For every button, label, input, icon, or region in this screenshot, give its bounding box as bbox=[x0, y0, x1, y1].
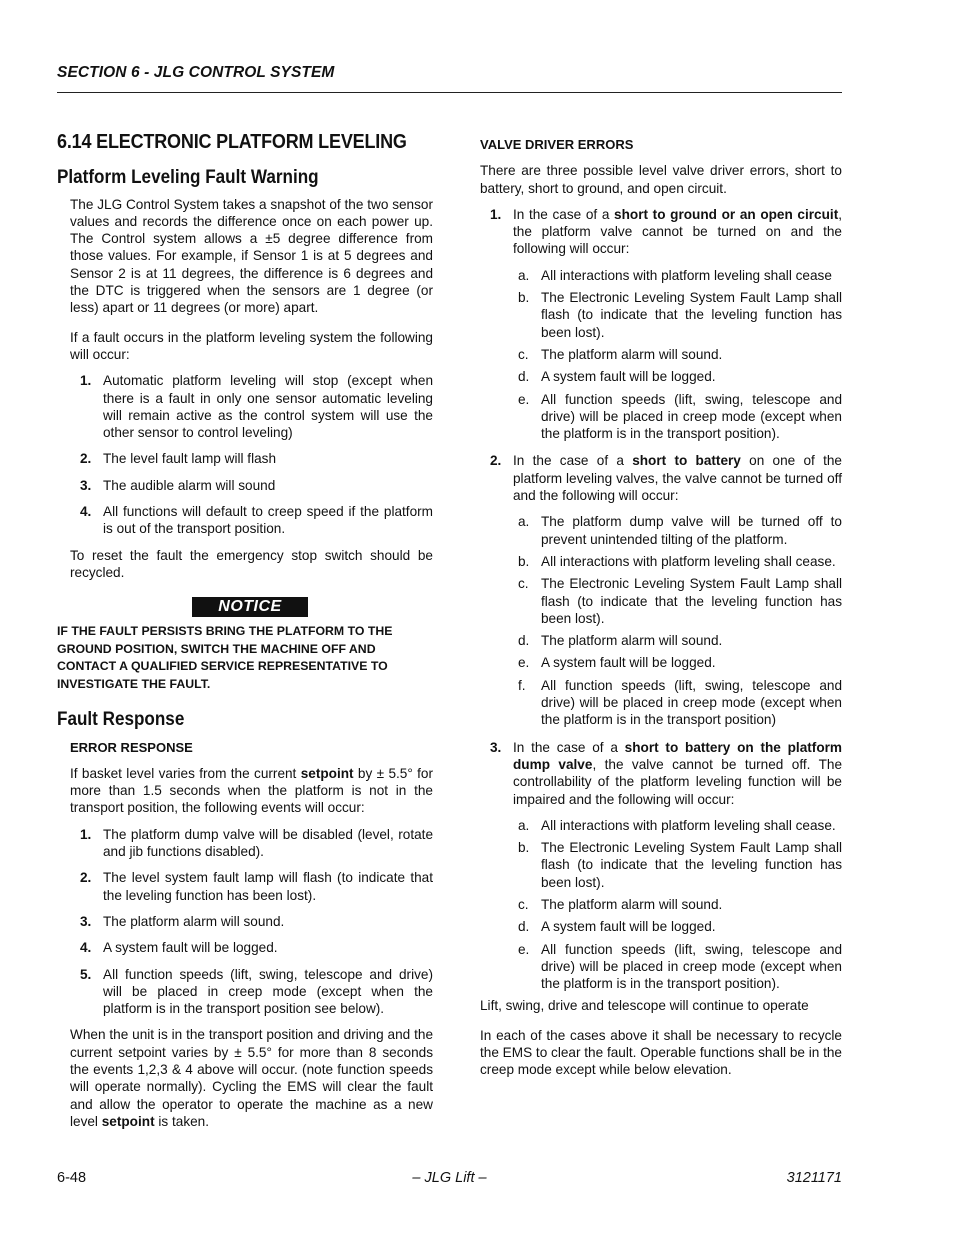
sub-item: d. A system fault will be logged. bbox=[518, 369, 716, 385]
fault-warning-list bbox=[70, 372, 433, 537]
case3-sublist bbox=[516, 817, 842, 993]
footer-brand: – JLG Lift – bbox=[412, 1170, 487, 1186]
valve-driver-intro: There are three possible level valve driver errors, short to battery, short to ground, and open circuit. bbox=[480, 163, 842, 196]
sub-item: d. A system fault will be logged. bbox=[518, 919, 716, 935]
fault-response-heading: Fault Response bbox=[57, 709, 185, 731]
sub-item: c. The Electronic Leveling System Fault Lamp shall flash (to indicate that the leveling function has been lost). bbox=[518, 576, 842, 626]
list-item: 5. All function speeds (lift, swing, telescope and drive) will be placed in creep mode (except when the platform is in the transport position see below). bbox=[80, 966, 433, 1017]
list-item: 4. A system fault will be logged. bbox=[80, 940, 278, 956]
sub-item: b. The Electronic Leveling System Fault Lamp shall flash (to indicate that the leveling function has been lost). bbox=[518, 290, 842, 340]
right-column bbox=[480, 130, 842, 1079]
sub-item: b. All interactions with platform leveling shall cease. bbox=[518, 553, 836, 569]
list-item: 1. In the case of a short to ground or an open circuit, the platform valve cannot be turned on and the following will occur: bbox=[490, 206, 842, 257]
sub-item: f. All function speeds (lift, swing, telescope and drive) will be placed in creep mode (except when the platform is in the transport position) bbox=[518, 677, 842, 728]
list-item: 2. The level system fault lamp will flash (to indicate that the leveling function has been lost). bbox=[80, 870, 433, 903]
valve-driver-list bbox=[480, 739, 842, 808]
reset-paragraph: To reset the fault the emergency stop switch should be recycled. bbox=[70, 547, 433, 580]
valve-driver-list bbox=[480, 452, 842, 504]
sub-item: c. The platform alarm will sound. bbox=[518, 896, 723, 912]
notice-label: NOTICE bbox=[192, 597, 308, 617]
section-heading: 6.14 ELECTRONIC PLATFORM LEVELING bbox=[57, 131, 407, 153]
valve-driver-list bbox=[480, 206, 842, 258]
list-item: 1. Automatic platform leveling will stop (except when there is a fault in only one sensor automatic leveling will remain active as the control system will use the other sensor to control leveling) bbox=[80, 373, 433, 441]
list-item: 2. In the case of a short to battery on one of the platform leveling valves, the valve cannot be turned off and the following will occur: bbox=[490, 453, 842, 504]
list-item: 3. The platform alarm will sound. bbox=[80, 913, 285, 929]
section-title: SECTION 6 - JLG CONTROL SYSTEM bbox=[57, 64, 335, 81]
case1-sublist bbox=[516, 267, 842, 443]
list-item: 3. The audible alarm will sound bbox=[80, 477, 276, 493]
page-header bbox=[57, 64, 842, 93]
sub-item: c. The platform alarm will sound. bbox=[518, 346, 723, 362]
document-number: 3121171 bbox=[786, 1170, 842, 1186]
list-item: 2. The level fault lamp will flash bbox=[80, 451, 277, 467]
sub-item: e. All function speeds (lift, swing, telescope and drive) will be placed in creep mode (except when the platform is in the transport position). bbox=[518, 941, 842, 992]
fault-warning-heading: Platform Leveling Fault Warning bbox=[57, 167, 319, 189]
list-item: 1. The platform dump valve will be disabled (level, rotate and jib functions disabled). bbox=[80, 826, 433, 860]
sub-item: a. All interactions with platform leveling shall cease. bbox=[518, 817, 836, 833]
sub-item: d. The platform alarm will sound. bbox=[518, 633, 723, 649]
page-number: 6-48 bbox=[57, 1170, 87, 1186]
sub-item: a. The platform dump valve will be turned off to prevent unintended tilting of the platform. bbox=[518, 514, 842, 547]
sub-item: e. A system fault will be logged. bbox=[518, 655, 716, 671]
fault-warning-intro: If a fault occurs in the platform leveling system the following will occur: bbox=[70, 329, 433, 362]
sub-item: b. The Electronic Leveling System Fault Lamp shall flash (to indicate that the leveling function has been lost). bbox=[518, 840, 842, 890]
list-item: 4. All functions will default to creep speed if the platform is out of the transport position. bbox=[80, 504, 433, 537]
error-response-paragraph: If basket level varies from the current setpoint by ± 5.5° for more than 1.5 seconds when the platform is not in the transport position, the following events will occur: bbox=[70, 765, 434, 816]
notice-text: IF THE FAULT PERSISTS BRING THE PLATFORM TO THE GROUND POSITION, SWITCH THE MACHINE OFF AND CONTACT A QUALIFIED SERVICE REPRESENTATIVE TO INVESTIGATE THE FAULT. bbox=[57, 624, 393, 691]
list-item: 3. In the case of a short to battery on the platform dump valve, the valve cannot be turned off. The controllability of the platform leveling function will be impaired and the following will occur: bbox=[490, 739, 843, 807]
error-response-list bbox=[70, 826, 433, 1018]
continue-paragraph: Lift, swing, drive and telescope will continue to operate bbox=[480, 998, 809, 1014]
sub-item: e. All function speeds (lift, swing, telescope and drive) will be placed in creep mode (except when the platform is in the transport position). bbox=[518, 391, 842, 442]
error-response-subheading: ERROR RESPONSE bbox=[70, 739, 193, 755]
closing-paragraph: In each of the cases above it shall be necessary to recycle the EMS to clear the fault. Operable functions shall be in the creep mode except while below elevation. bbox=[480, 1027, 842, 1078]
sub-item: a. All interactions with platform leveling shall cease bbox=[518, 267, 832, 283]
left-column bbox=[57, 130, 433, 1130]
case2-sublist bbox=[516, 513, 842, 728]
transport-paragraph: When the unit is in the transport position and driving and the current setpoint varies by ± 5.5° for more than 8 seconds the events 1,2,3 & 4 above will occur. (note function speeds will operate normally). Cycling the EMS will clear the fault and allow the operator to operate the machine as a new level setpoint is taken. bbox=[70, 1027, 433, 1129]
valve-driver-subheading: VALVE DRIVER ERRORS bbox=[480, 137, 634, 152]
fault-warning-paragraph: The JLG Control System takes a snapshot of the two sensor values and records the difference once on each power up. The Control system allows a ±5 degree difference from those values. For example, if Sensor 1 is at 5 degrees and Sensor 2 is at 11 degrees, the difference is 6 degrees and the DTC is triggered when the sensors are 1 degree (or less) apart or 11 degrees (or more) apart. bbox=[70, 196, 433, 316]
